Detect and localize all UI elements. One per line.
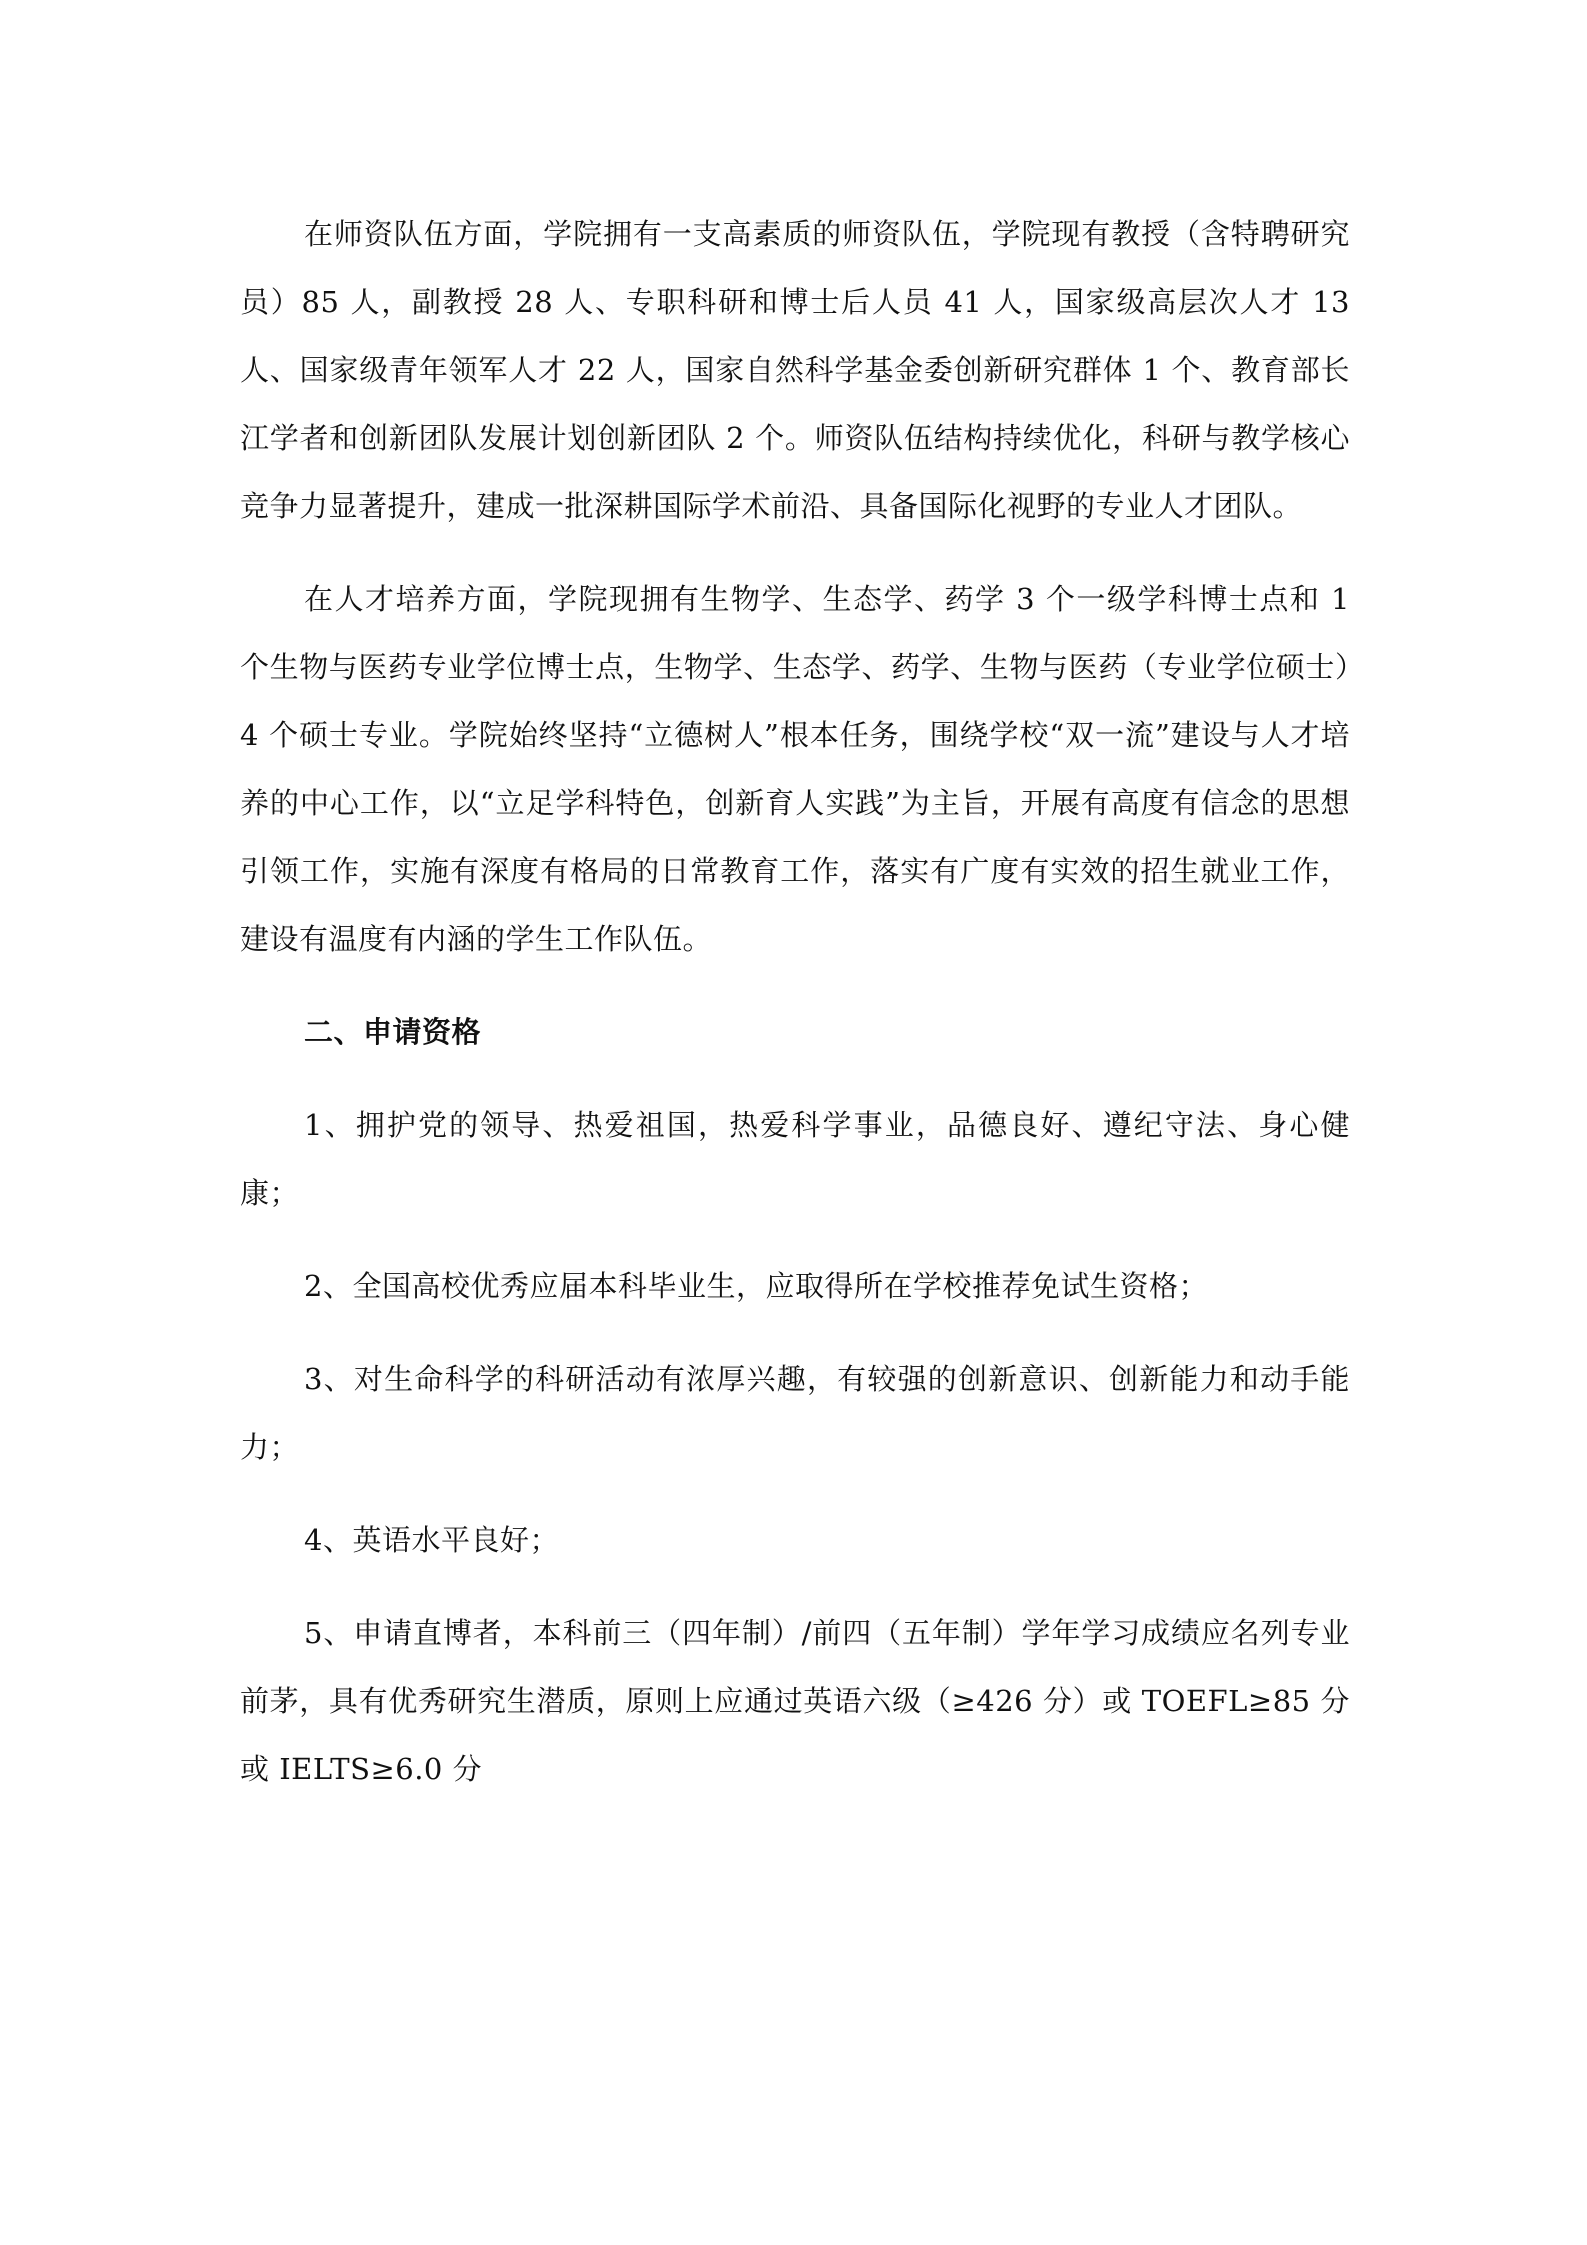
requirement-item-3: 3、对生命科学的科研活动有浓厚兴趣，有较强的创新意识、创新能力和动手能力； <box>240 1362 1350 1464</box>
requirement-item-5: 5、申请直博者，本科前三（四年制）/前四（五年制）学年学习成绩应名列专业前茅，具有优秀研究生潜质，原则上应通过英语六级（≥426 分）或 TOEFL≥85 分或 IELTS≥6.0 分 <box>240 1616 1350 1786</box>
talent-cultivation-paragraph: 在人才培养方面，学院现拥有生物学、生态学、药学 3 个一级学科博士点和 1 个生物与医药专业学位博士点，生物学、生态学、药学、生物与医药（专业学位硕士）4 个硕士专业。学院始终坚持“立德树人”根本任务，围绕学校“双一流”建设与人才培养的中心工作，以“立足学科特色，创新育人实践”为主旨，开展有高度有信念的思想引领工作，实施有深度有格局的日常教育工作，落实有广度有实效的招生就业工作，建设有温度有内涵的学生工作队伍。 <box>240 582 1350 956</box>
section-heading-eligibility: 二、申请资格 <box>304 1015 482 1049</box>
requirement-item-1: 1、拥护党的领导、热爱祖国，热爱科学事业，品德良好、遵纪守法、身心健康； <box>240 1108 1350 1210</box>
requirement-item-4: 4、英语水平良好； <box>304 1523 559 1557</box>
requirement-item-2: 2、全国高校优秀应届本科毕业生，应取得所在学校推荐免试生资格； <box>304 1269 1208 1303</box>
faculty-paragraph: 在师资队伍方面，学院拥有一支高素质的师资队伍，学院现有教授（含特聘研究员）85 人，副教授 28 人、专职科研和博士后人员 41 人，国家级高层次人才 13 人、国家级青年领军人才 22 人，国家自然科学基金委创新研究群体 1 个、教育部长江学者和创新团队发展计划创新团队 2 个。师资队伍结构持续优化，科研与教学核心竞争力显著提升，建成一批深耕国际学术前沿、具备国际化视野的专业人才团队。 <box>240 217 1350 523</box>
document-body <box>240 200 1350 1803</box>
